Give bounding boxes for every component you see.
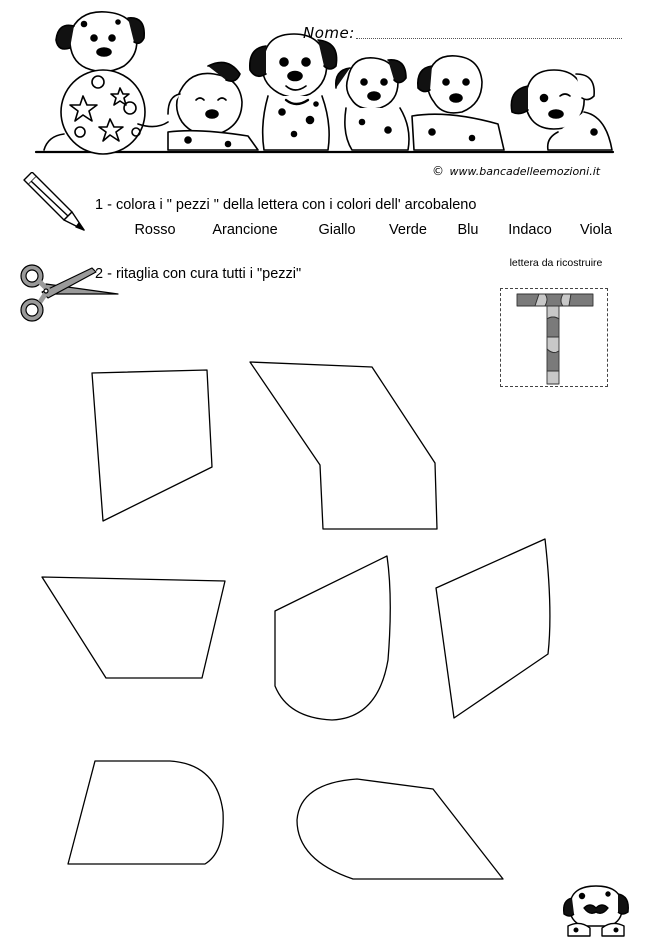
puzzle-pieces-area xyxy=(0,340,650,880)
instruction-step-2: 2 - ritaglia con cura tutti i "pezzi" xyxy=(95,266,302,282)
color-name: Giallo xyxy=(318,222,356,238)
color-name: Indaco xyxy=(508,222,552,238)
color-name: Verde xyxy=(389,222,427,238)
target-letter-label: lettera da ricostruire xyxy=(509,257,603,269)
puzzle-piece-6[interactable] xyxy=(68,761,223,864)
puzzle-piece-5[interactable] xyxy=(436,539,550,718)
color-name: Arancione xyxy=(212,222,278,238)
website-url: www.bancadelleemozioni.it xyxy=(449,165,601,178)
color-name: Viola xyxy=(580,222,612,238)
color-name: Rosso xyxy=(134,222,176,238)
website-credit xyxy=(432,164,600,178)
name-field[interactable] xyxy=(356,38,622,39)
puzzle-piece-4[interactable] xyxy=(275,556,390,720)
instruction-step-1: 1 - colora i " pezzi " della lettera con i colori dell' arcobaleno xyxy=(95,197,477,213)
puzzle-piece-1[interactable] xyxy=(92,370,212,521)
name-label: Nome: xyxy=(303,24,355,42)
puzzle-piece-3[interactable] xyxy=(42,577,225,678)
dalmatian-puppy-icon xyxy=(560,880,632,940)
puzzle-piece-2[interactable] xyxy=(250,362,437,529)
puzzle-piece-7[interactable] xyxy=(297,779,503,879)
copyright-symbol: © xyxy=(432,164,444,178)
color-name: Blu xyxy=(457,222,479,238)
rainbow-color-list xyxy=(0,222,650,242)
